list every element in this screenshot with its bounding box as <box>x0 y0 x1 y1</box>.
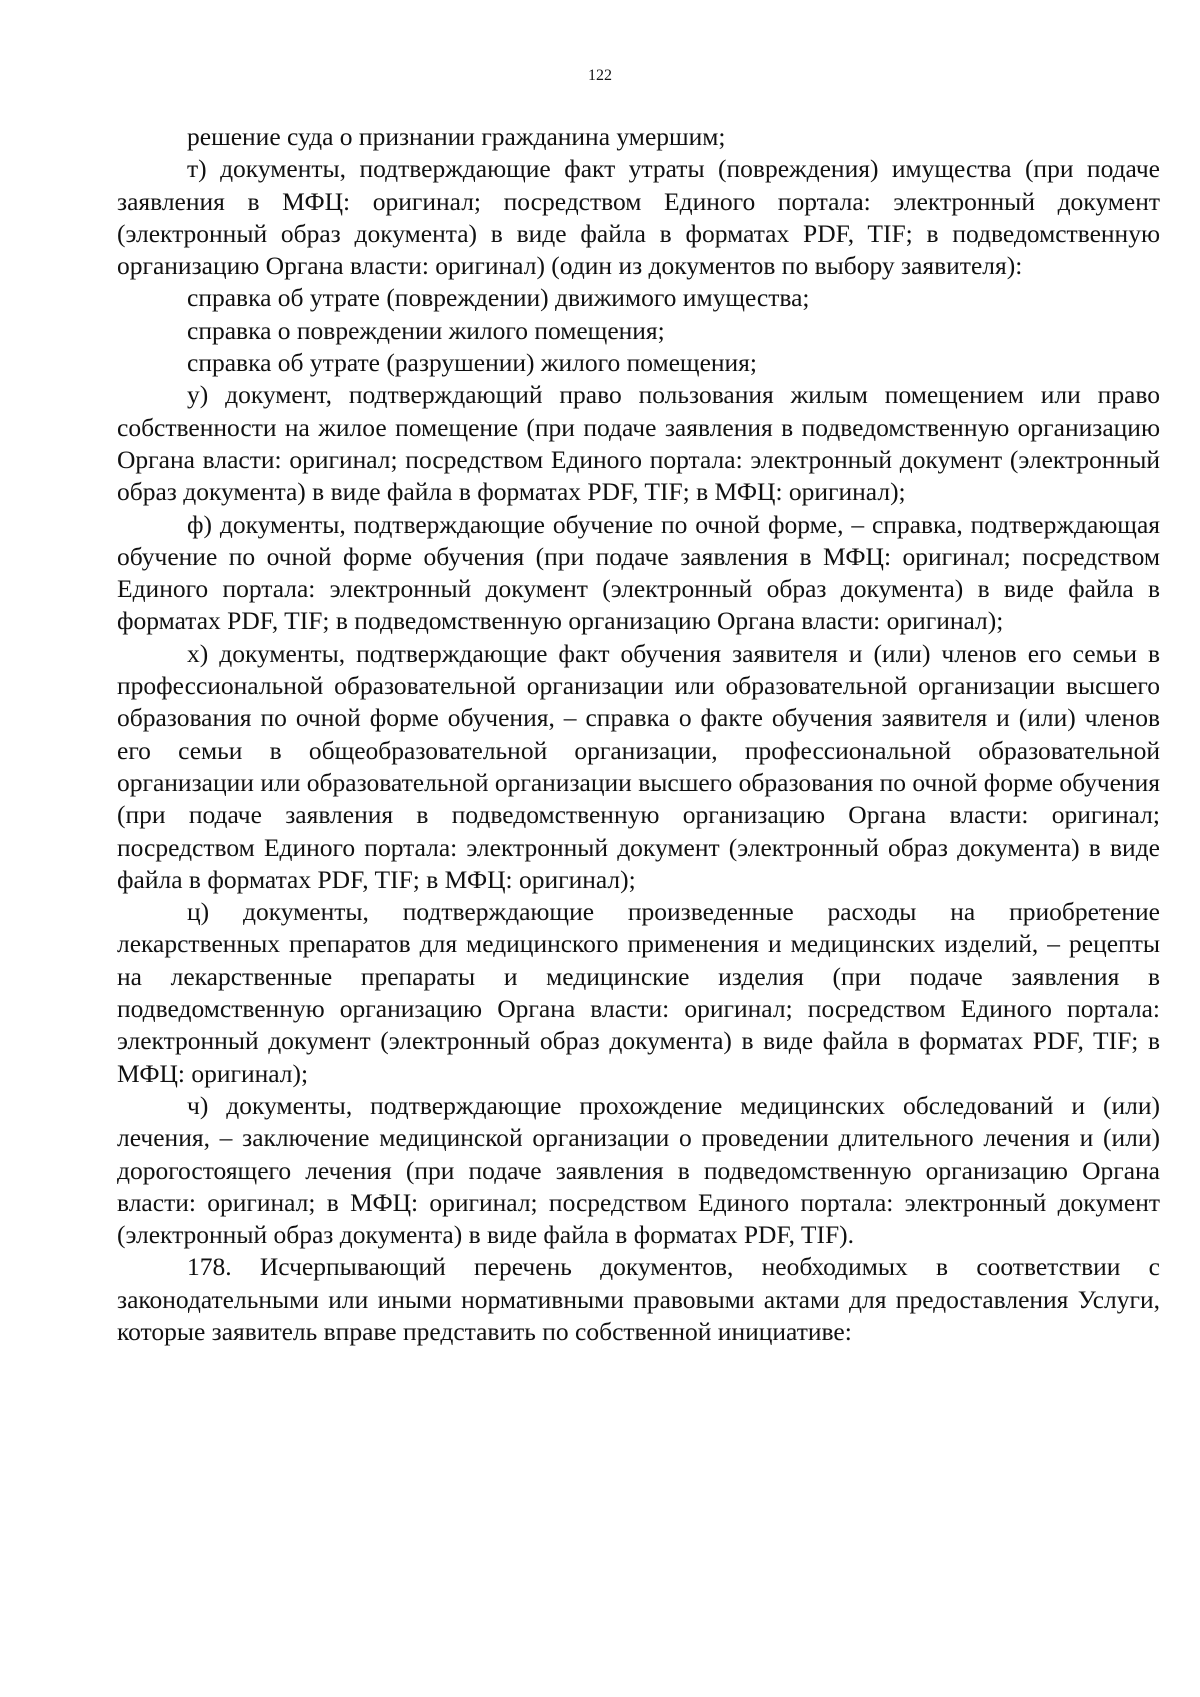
paragraph-item-ch: ч) документы, подтверждающие прохождение медицинских обследований и (или) лечения, – заключение медицинской организации о проведении длительного лечения и (или) дорогостоящего лечения (при подаче заявления в подведомственную организацию Органа власти: оригинал; в МФЦ: оригинал; посредством Единого портала: электронный документ (электронный образ документа) в виде файла в форматах PDF, TIF). <box>117 1090 1160 1250</box>
paragraph-section-178: 178. Исчерпывающий перечень документов, необходимых в соответствии с законодательными или иными нормативными правовыми актами для предоставления Услуги, которые заявитель вправе представить по собственной инициативе: <box>117 1252 1160 1346</box>
paragraph-certificate-movable-property: справка об утрате (повреждении) движимого имущества; <box>187 283 810 313</box>
paragraph-item-ts: ц) документы, подтверждающие произведенные расходы на приобретение лекарственных препаратов для медицинского применения и медицинских изделий, – рецепты на лекарственные препараты и медицинские изделия (при подаче заявления в подведомственную организацию Органа власти: оригинал; посредством Единого портала: электронный документ (электронный образ документа) в виде файла в форматах PDF, TIF; в МФЦ: оригинал); <box>117 897 1160 1088</box>
paragraph-item-kh: х) документы, подтверждающие факт обучения заявителя и (или) членов его семьи в профессиональной образовательной организации или образовательной организации высшего образования по очной форме обучения, – справка о факте обучения заявителя и (или) членов его семьи в общеобразовательной организации, профессиональной образовательной организации или образовательной организации высшего образования по очной форме обучения (при подаче заявления в подведомственную организацию Органа власти: оригинал; посредством Единого портала: электронный документ (электронный образ документа) в виде файла в форматах PDF, TIF; в МФЦ: оригинал); <box>117 638 1160 894</box>
paragraph-certificate-damage-housing: справка о повреждении жилого помещения; <box>187 315 665 345</box>
paragraph-item-u: у) документ, подтверждающий право пользования жилым помещением или право собственности на жилое помещение (при подаче заявления в подведомственную организацию Органа власти: оригинал; посредством Единого портала: электронный документ (электронный образ документа) в виде файла в форматах PDF, TIF; в МФЦ: оригинал); <box>117 380 1160 507</box>
document-body <box>117 121 1160 1348</box>
paragraph-certificate-loss-housing: справка об утрате (разрушении) жилого помещения; <box>187 348 757 378</box>
paragraph-court-decision: решение суда о признании гражданина умершим; <box>187 122 726 151</box>
paragraph-item-f: ф) документы, подтверждающие обучение по очной форме, – справка, подтверждающая обучение по очной форме обучения (при подаче заявления в МФЦ: оригинал; посредством Единого портала: электронный документ (электронный образ документа) в виде файла в форматах PDF, TIF; в подведомственную организацию Органа власти: оригинал); <box>117 509 1160 636</box>
paragraph-item-t: т) документы, подтверждающие факт утраты (повреждения) имущества (при подаче заявления в МФЦ: оригинал; посредством Единого портала: электронный документ (электронный образ документа) в виде файла в форматах PDF, TIF; в подведомственную организацию Органа власти: оригинал) (один из документов по выбору заявителя): <box>117 154 1160 281</box>
page-number: 122 <box>588 67 612 84</box>
